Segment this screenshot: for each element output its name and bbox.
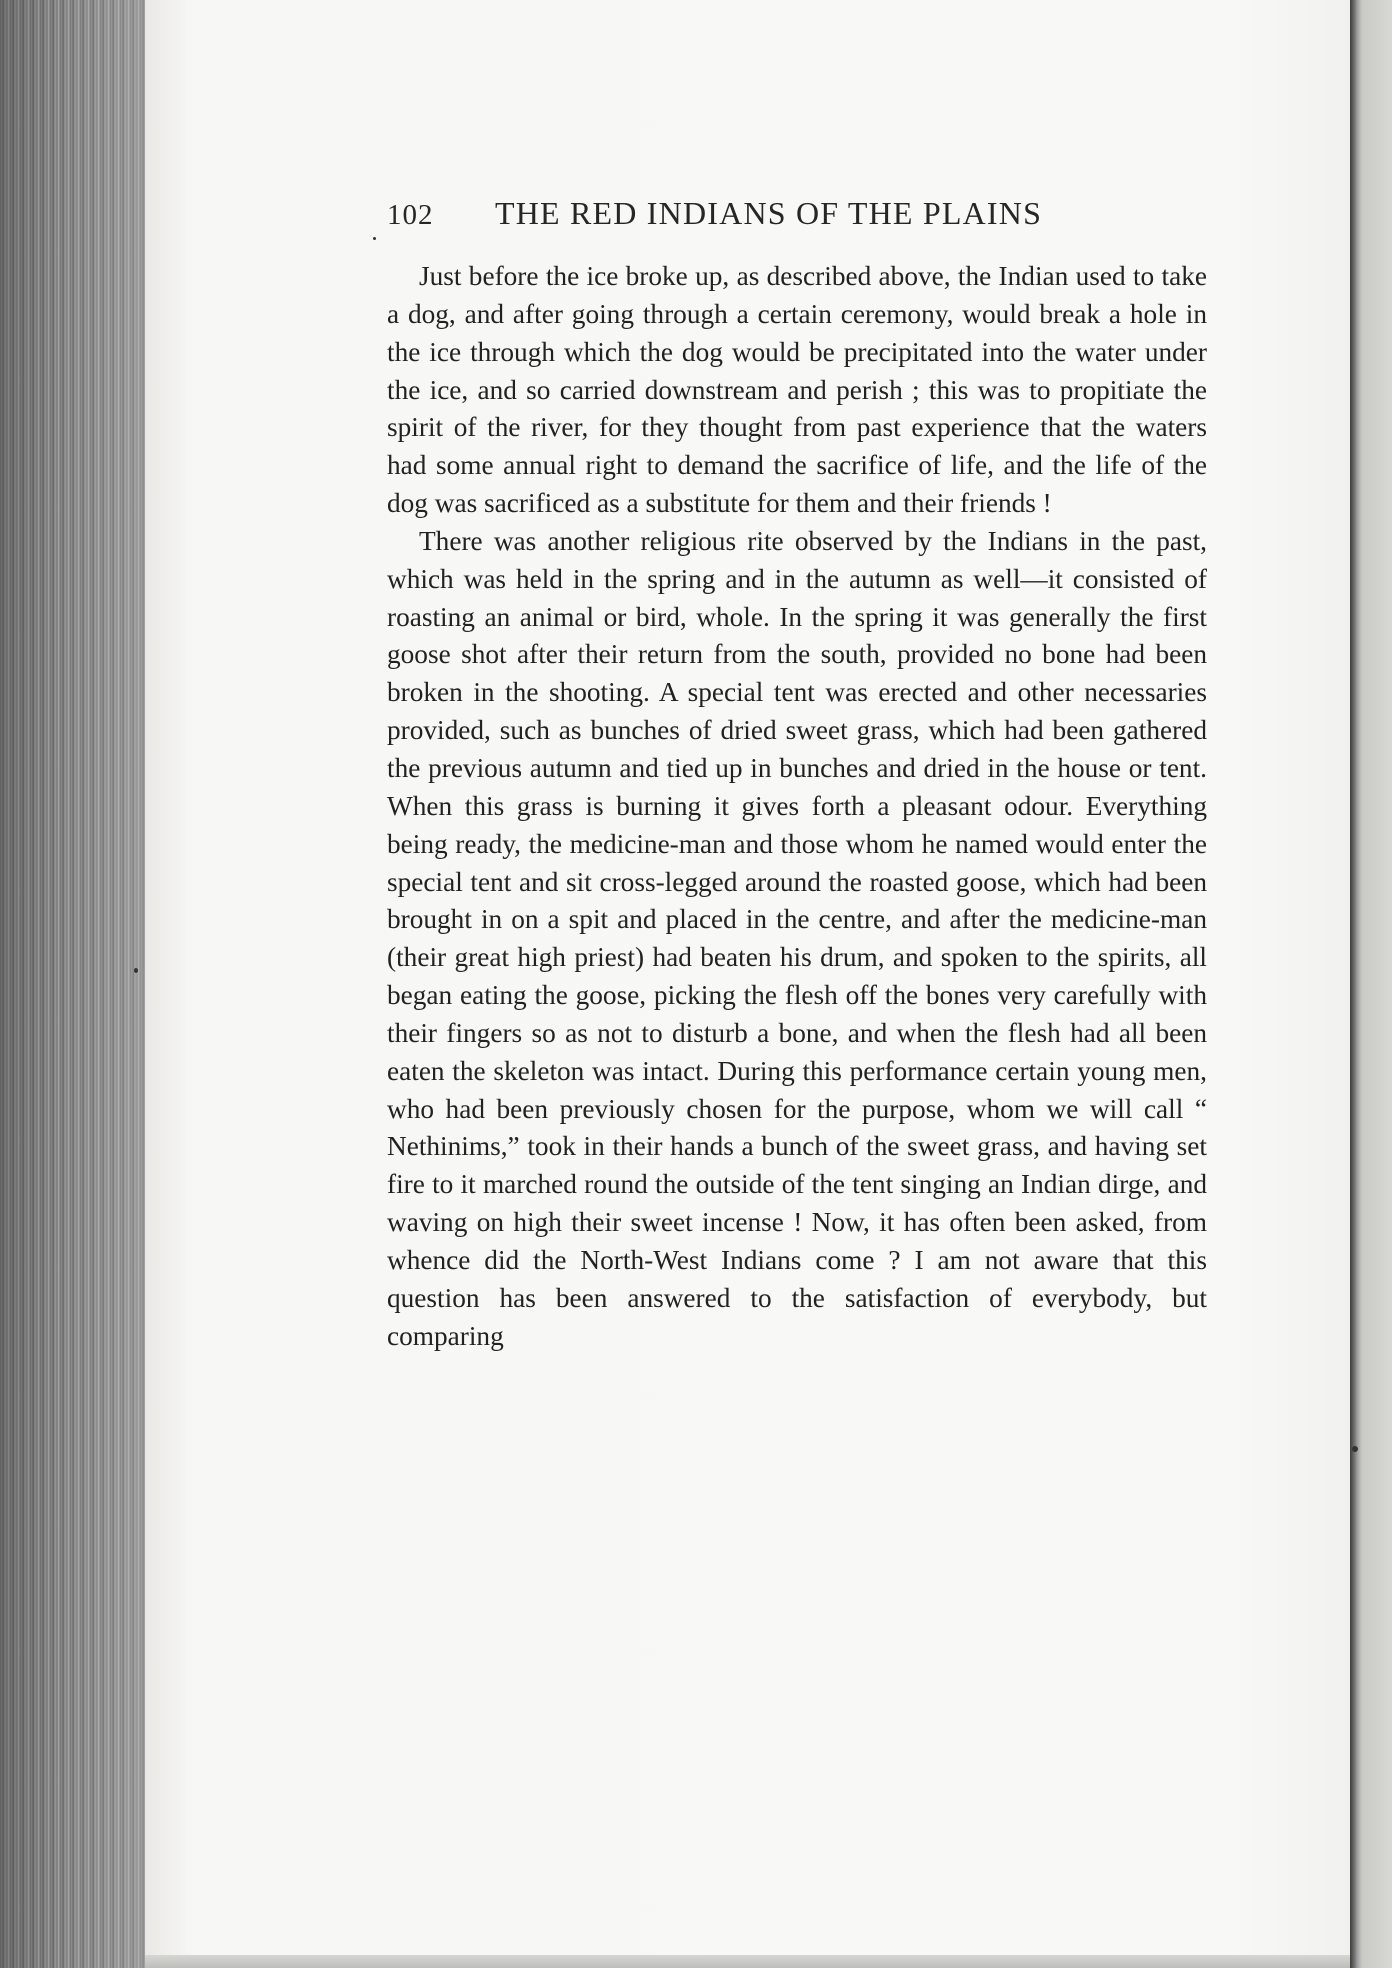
next-page-edge	[1350, 0, 1392, 1968]
running-title: THE RED INDIANS OF THE PLAINS	[495, 195, 1043, 231]
paragraph-2: There was another religious rite observed by the Indians in the past, which was held in the spring and in the autumn as well—it consisted of roasting an animal or bird, whole. In the spring it was generally the first goose shot after their return from the south, provided no bone had been broken in the shooting. A special tent was erected and other necessaries provided, such as bunches of dried sweet grass, which had been gathered the previous autumn and tied up in bunches and dried in the house or tent. When this grass is burning it gives forth a pleasant odour. Everything being ready, the medicine-man and those whom he named would enter the special tent and sit cross-legged around the roasted goose, which had been brought in on a spit and placed in the centre, and after the medicine-man (their great high priest) had beaten his drum, and spoken to the spirits, all began eating the goose, picking the flesh off the bones very carefully with their fingers so as not to disturb a bone, and when the flesh had all been eaten the skeleton was intact. During this performance certain young men, who had been previously chosen for the purpose, whom we will call “ Nethinims,” took in their hands a bunch of the sweet grass, and having set fire to it marched round the outside of the tent singing an Indian dirge, and waving on high their sweet incense ! Now, it has often been asked, from whence did the North-West Indians come ? I am not aware that this question has been answered to the satisfaction of everybody, but comparing	[387, 525, 1207, 1351]
body-text	[387, 258, 1207, 1355]
page-header	[387, 195, 1107, 243]
page-number: 102	[387, 199, 434, 231]
dust-speck	[1352, 1446, 1358, 1452]
dust-speck	[134, 968, 138, 973]
dust-speck	[373, 237, 376, 240]
bottom-shadow	[145, 1955, 1350, 1968]
page-edges	[0, 0, 145, 1968]
paragraph-1: Just before the ice broke up, as described above, the Indian used to take a dog, and after going through a certain ceremony, would break a hole in the ice through which the dog would be precipitated into the water under the ice, and so carried downstream and perish ; this was to propitiate the spirit of the river, for they thought from past experience that the waters had some annual right to demand the sacrifice of life, and the life of the dog was sacrificed as a substitute for them and their friends !	[387, 261, 1207, 519]
